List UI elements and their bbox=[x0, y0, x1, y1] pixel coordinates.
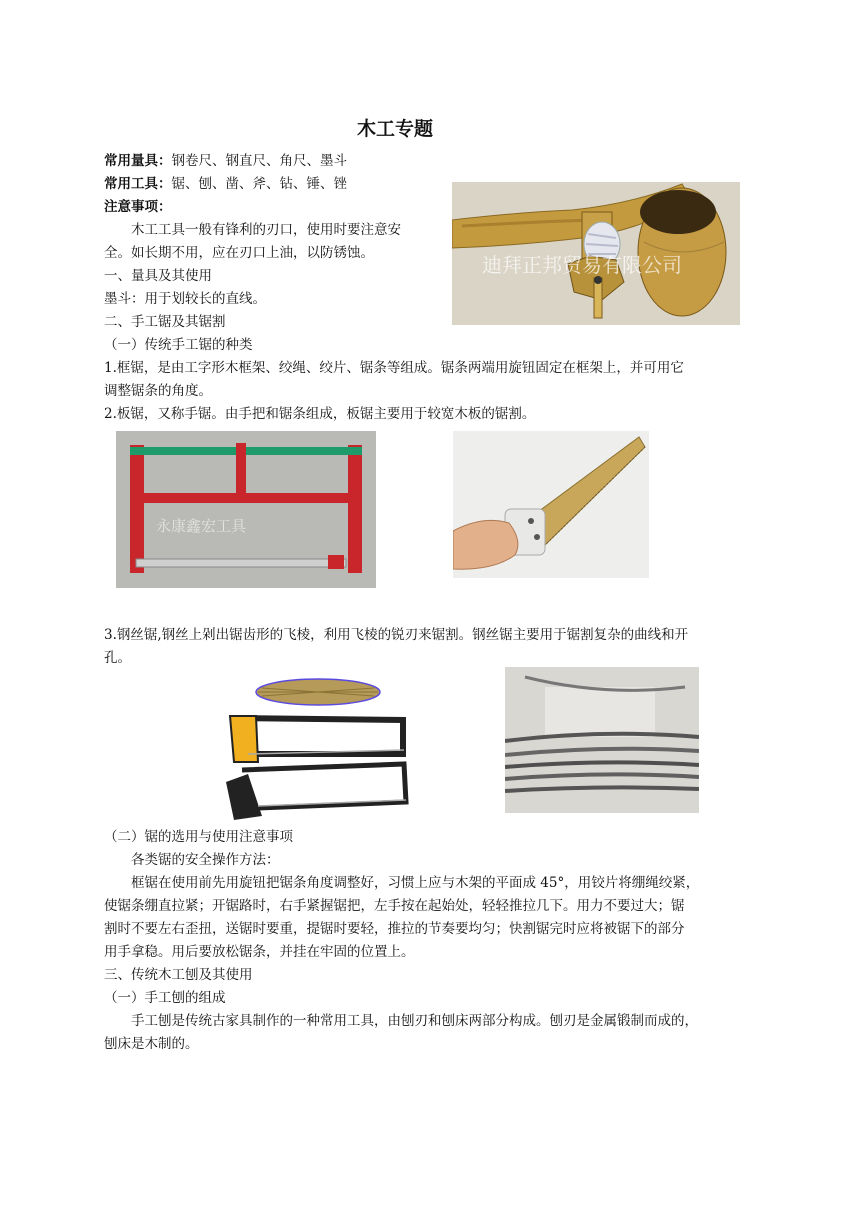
measuring-tools-label: 常用量具： bbox=[104, 153, 172, 169]
safety-intro: 各类锯的安全操作方法： bbox=[131, 852, 280, 868]
safety-line-3: 割时不要左右歪扭，送锯时要重，提锯时要轻，推拉的节奏要均匀；快割锯完时应将被锯下的部分 bbox=[104, 921, 685, 937]
section-3-heading: 三、传统木工刨及其使用 bbox=[104, 967, 253, 983]
frame-saw-line-2: 调整锯条的角度。 bbox=[104, 383, 212, 399]
measuring-tools-text: 钢卷尺、钢直尺、角尺、墨斗 bbox=[171, 153, 347, 169]
mo-dou-watermark: 迪拜正邦贸易有限公司 bbox=[482, 253, 682, 277]
section-1-heading: 一、量具及其使用 bbox=[104, 268, 212, 284]
mo-dou-photo bbox=[452, 182, 740, 325]
wire-saw-blades-photo bbox=[505, 667, 699, 813]
notes-line-2: 全。如长期不用，应在刃口上油，以防锈蚀。 bbox=[104, 245, 374, 261]
mo-dou-description: 墨斗：用于划较长的直线。 bbox=[104, 291, 266, 307]
subsection-1-heading: （一）传统手工锯的种类 bbox=[104, 337, 253, 353]
frame-saw-line-1: 1.框锯，是由工字形木框架、绞绳、绞片、锯条等组成。锯条两端用旋钮固定在框架上，并可用它 bbox=[104, 360, 684, 376]
hand-tools-text: 锯、刨、凿、斧、钻、锤、锉 bbox=[171, 176, 347, 192]
measuring-tools-line bbox=[104, 150, 347, 172]
subsection-3-heading: （一）手工刨的组成 bbox=[104, 990, 226, 1006]
safety-line-4: 用手拿稳。用后要放松锯条，并挂在牢固的位置上。 bbox=[104, 944, 415, 960]
frame-saw-watermark: 永康鑫宏工具 bbox=[156, 517, 247, 535]
subsection-2-heading: （二）锯的选用与使用注意事项 bbox=[104, 829, 293, 845]
plane-line-1: 手工刨是传统古家具制作的一种常用工具，由刨刃和刨床两部分构成。刨刃是金属锻制而成的， bbox=[131, 1013, 698, 1029]
notes-line-1: 木工工具一般有锋利的刃口，使用时要注意安 bbox=[131, 222, 401, 238]
page-title: 木工专题 bbox=[356, 118, 433, 140]
section-2-heading: 二、手工锯及其锯割 bbox=[104, 314, 226, 330]
frame-saw-photo bbox=[116, 431, 376, 588]
wire-saw-frames-photo bbox=[218, 670, 414, 820]
fret-saw-line-2: 孔。 bbox=[104, 650, 131, 666]
safety-line-1: 框锯在使用前先用旋钮把锯条角度调整好，习惯上应与木架的平面成 45°，用铰片将绷绳绞紧， bbox=[131, 875, 700, 891]
safety-line-2: 使锯条绷直拉紧；开锯路时，右手紧握锯把，左手按在起始处，轻轻推拉几下。用力不要过大；锯 bbox=[104, 898, 685, 914]
panel-saw-photo bbox=[453, 431, 649, 578]
hand-tools-line bbox=[104, 173, 347, 195]
notes-label: 注意事项： bbox=[104, 199, 172, 215]
plane-line-2: 刨床是木制的。 bbox=[104, 1036, 199, 1052]
fret-saw-line-1: 3.钢丝锯,钢丝上剁出锯齿形的飞棱，利用飞棱的锐刃来锯割。钢丝锯主要用于锯割复杂的曲线和开 bbox=[104, 627, 689, 643]
panel-saw-paragraph: 2.板锯，又称手锯。由手把和锯条组成，板锯主要用于较宽木板的锯割。 bbox=[104, 406, 536, 422]
hand-tools-label: 常用工具： bbox=[104, 176, 172, 192]
